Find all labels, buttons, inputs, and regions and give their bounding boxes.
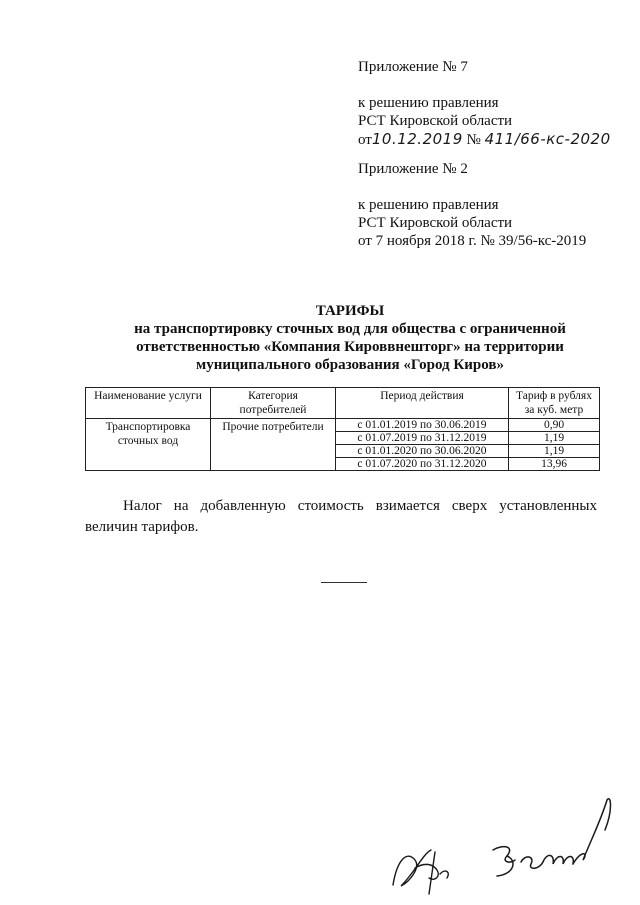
appendix-current-date-line xyxy=(358,130,611,149)
date-prefix: от xyxy=(358,132,372,148)
period-cell: с 01.01.2019 по 30.06.2019 xyxy=(336,419,509,432)
tariff-table xyxy=(85,387,600,471)
tariff-cell: 13,96 xyxy=(509,458,600,471)
tariffs-heading xyxy=(90,302,610,374)
signatures xyxy=(385,790,625,900)
appendix-original-line3: от 7 ноября 2018 г. № 39/56-кс-2019 xyxy=(358,233,587,249)
initials-signature xyxy=(393,850,448,894)
appendix-original-line2: РСТ Кировской области xyxy=(358,215,513,231)
heading-line2: ответственностью «Компания Кироввнешторг» на территории xyxy=(136,339,564,355)
header-category: Категория потребителей xyxy=(211,388,336,419)
appendix-original-line1: к решению правления xyxy=(358,197,499,213)
handwritten-date: 10.12.2019 xyxy=(371,130,463,148)
handwritten-signature xyxy=(493,799,611,876)
tariff-cell: 0,90 xyxy=(509,419,600,432)
vat-note: Налог на добавленную стоимость взимается сверх установленных величин тарифов. xyxy=(85,498,597,535)
period-cell: с 01.01.2020 по 30.06.2020 xyxy=(336,445,509,458)
heading-line3: муниципального образования «Город Киров» xyxy=(196,357,504,373)
category-cell: Прочие потребители xyxy=(211,419,336,471)
appendix-current-title: Приложение № 7 xyxy=(358,59,468,75)
number-prefix: № xyxy=(466,132,481,148)
table-row xyxy=(86,419,600,432)
period-cell: с 01.07.2019 по 31.12.2019 xyxy=(336,432,509,445)
header-period: Период действия xyxy=(336,388,509,419)
period-cell: с 01.07.2020 по 31.12.2020 xyxy=(336,458,509,471)
header-service: Наименование услуги xyxy=(86,388,211,419)
appendix-current-line2: РСТ Кировской области xyxy=(358,113,513,129)
tariff-cell: 1,19 xyxy=(509,432,600,445)
table-header-row xyxy=(86,388,600,419)
tariff-cell: 1,19 xyxy=(509,445,600,458)
header-tariff: Тариф в рублях за куб. метр xyxy=(509,388,600,419)
handwritten-number: 411/66-кс-2020 xyxy=(484,130,611,148)
appendix-current xyxy=(358,58,611,149)
service-cell: Транспортировка сточных вод xyxy=(86,419,211,471)
appendix-current-line1: к решению правления xyxy=(358,95,499,111)
appendix-original xyxy=(358,160,586,250)
appendix-original-title: Приложение № 2 xyxy=(358,161,468,177)
closing-rule xyxy=(321,582,367,583)
heading-line1: на транспортировку сточных вод для общества с ограниченной xyxy=(134,321,566,337)
heading-title: ТАРИФЫ xyxy=(315,303,385,319)
